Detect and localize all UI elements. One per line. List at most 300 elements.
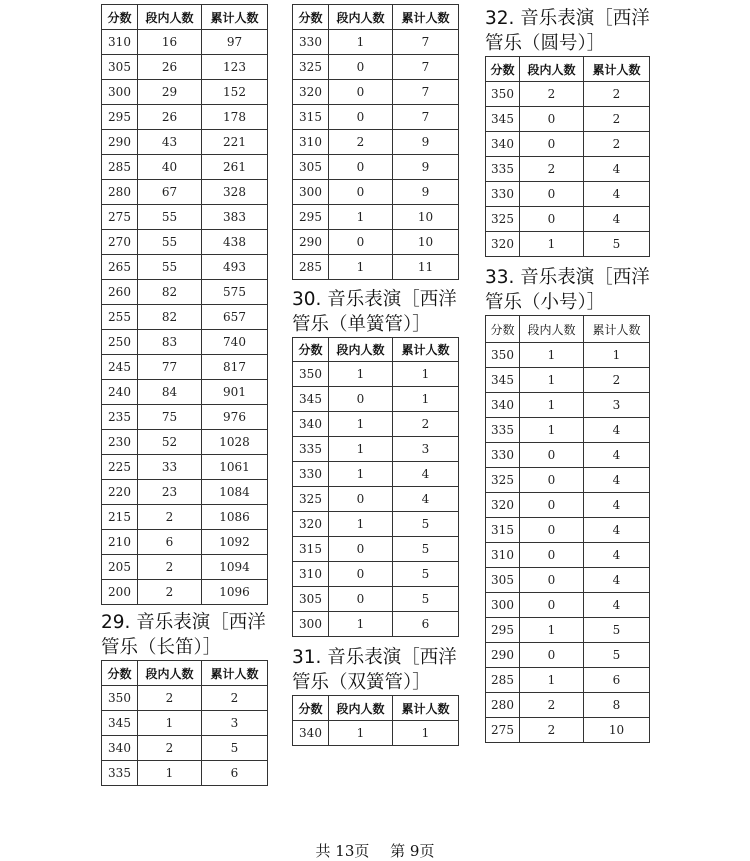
in-band-cell: 23 bbox=[138, 480, 202, 505]
section-33-title-line1: 33. 音乐表演［西洋 bbox=[485, 267, 650, 288]
cumulative-cell: 7 bbox=[393, 55, 459, 80]
score-cell: 245 bbox=[102, 355, 138, 380]
cumulative-cell: 4 bbox=[584, 593, 650, 618]
cumulative-cell: 9 bbox=[393, 130, 459, 155]
cumulative-cell: 5 bbox=[393, 587, 459, 612]
in-band-cell: 1 bbox=[329, 437, 393, 462]
in-band-cell: 52 bbox=[138, 430, 202, 455]
cumulative-cell: 4 bbox=[584, 543, 650, 568]
in-band-cell: 2 bbox=[138, 580, 202, 605]
cumulative-cell: 493 bbox=[202, 255, 268, 280]
header-cumulative: 累计人数 bbox=[393, 338, 459, 362]
score-cell: 300 bbox=[102, 80, 138, 105]
table-row bbox=[293, 612, 459, 637]
in-band-cell: 0 bbox=[520, 518, 584, 543]
table-row bbox=[102, 105, 268, 130]
table-row bbox=[293, 130, 459, 155]
in-band-cell: 0 bbox=[520, 593, 584, 618]
score-cell: 345 bbox=[486, 107, 520, 132]
table-row bbox=[293, 537, 459, 562]
cumulative-cell: 2 bbox=[584, 132, 650, 157]
score-cell: 290 bbox=[486, 643, 520, 668]
in-band-cell: 1 bbox=[329, 721, 393, 746]
table-row bbox=[102, 255, 268, 280]
score-cell: 315 bbox=[486, 518, 520, 543]
table-row bbox=[486, 643, 650, 668]
header-cumulative: 累计人数 bbox=[202, 5, 268, 30]
table-row bbox=[486, 182, 650, 207]
cumulative-cell: 6 bbox=[584, 668, 650, 693]
table-col1 bbox=[101, 4, 268, 605]
score-cell: 330 bbox=[486, 182, 520, 207]
cumulative-cell: 7 bbox=[393, 30, 459, 55]
score-cell: 310 bbox=[486, 543, 520, 568]
score-cell: 300 bbox=[293, 612, 329, 637]
table-sec29 bbox=[101, 660, 268, 786]
table-sec30 bbox=[292, 337, 459, 637]
score-cell: 325 bbox=[486, 468, 520, 493]
section-31-title-line2: 管乐（双簧管）］ bbox=[292, 672, 431, 693]
in-band-cell: 1 bbox=[520, 343, 584, 368]
score-cell: 300 bbox=[486, 593, 520, 618]
table-row bbox=[102, 180, 268, 205]
header-score: 分数 bbox=[102, 661, 138, 686]
cumulative-cell: 383 bbox=[202, 205, 268, 230]
score-cell: 325 bbox=[486, 207, 520, 232]
header-in-band: 段内人数 bbox=[520, 57, 584, 82]
score-cell: 290 bbox=[102, 130, 138, 155]
score-cell: 340 bbox=[293, 412, 329, 437]
score-cell: 305 bbox=[293, 587, 329, 612]
cumulative-cell: 1 bbox=[584, 343, 650, 368]
table-sec32 bbox=[485, 56, 650, 257]
in-band-cell: 1 bbox=[520, 418, 584, 443]
table-row bbox=[486, 207, 650, 232]
table-row bbox=[293, 80, 459, 105]
in-band-cell: 0 bbox=[329, 230, 393, 255]
section-29-title-line1: 29. 音乐表演［西洋 bbox=[101, 612, 266, 633]
in-band-cell: 0 bbox=[520, 543, 584, 568]
table-row bbox=[293, 462, 459, 487]
score-cell: 280 bbox=[102, 180, 138, 205]
column-1 bbox=[101, 4, 268, 786]
table-row bbox=[102, 761, 268, 786]
header-cumulative: 累计人数 bbox=[584, 316, 650, 343]
table-row bbox=[486, 493, 650, 518]
score-cell: 295 bbox=[293, 205, 329, 230]
header-cumulative: 累计人数 bbox=[584, 57, 650, 82]
table-row bbox=[293, 230, 459, 255]
cumulative-cell: 3 bbox=[202, 711, 268, 736]
score-cell: 320 bbox=[486, 493, 520, 518]
in-band-cell: 40 bbox=[138, 155, 202, 180]
table-row bbox=[102, 55, 268, 80]
in-band-cell: 0 bbox=[520, 468, 584, 493]
cumulative-cell: 1 bbox=[393, 387, 459, 412]
score-cell: 320 bbox=[293, 80, 329, 105]
in-band-cell: 0 bbox=[329, 562, 393, 587]
score-cell: 230 bbox=[102, 430, 138, 455]
cumulative-cell: 1 bbox=[393, 721, 459, 746]
table-row bbox=[102, 430, 268, 455]
in-band-cell: 2 bbox=[520, 693, 584, 718]
in-band-cell: 2 bbox=[138, 736, 202, 761]
score-cell: 270 bbox=[102, 230, 138, 255]
cumulative-cell: 9 bbox=[393, 180, 459, 205]
in-band-cell: 0 bbox=[329, 180, 393, 205]
score-cell: 275 bbox=[102, 205, 138, 230]
header-cumulative: 累计人数 bbox=[202, 661, 268, 686]
score-cell: 345 bbox=[293, 387, 329, 412]
table-row bbox=[102, 280, 268, 305]
in-band-cell: 55 bbox=[138, 205, 202, 230]
score-cell: 325 bbox=[293, 55, 329, 80]
in-band-cell: 1 bbox=[138, 761, 202, 786]
header-score: 分数 bbox=[486, 316, 520, 343]
table-row bbox=[293, 180, 459, 205]
in-band-cell: 0 bbox=[329, 537, 393, 562]
table-row bbox=[102, 480, 268, 505]
in-band-cell: 75 bbox=[138, 405, 202, 430]
cumulative-cell: 4 bbox=[584, 493, 650, 518]
header-in-band: 段内人数 bbox=[138, 5, 202, 30]
table-row bbox=[486, 543, 650, 568]
table-row bbox=[102, 155, 268, 180]
score-cell: 240 bbox=[102, 380, 138, 405]
table-sec31 bbox=[292, 695, 459, 746]
cumulative-cell: 2 bbox=[584, 82, 650, 107]
score-cell: 330 bbox=[486, 443, 520, 468]
header-score: 分数 bbox=[293, 696, 329, 721]
table-row bbox=[486, 82, 650, 107]
in-band-cell: 0 bbox=[520, 107, 584, 132]
cumulative-cell: 10 bbox=[393, 230, 459, 255]
table-row bbox=[102, 686, 268, 711]
score-cell: 310 bbox=[293, 130, 329, 155]
cumulative-cell: 4 bbox=[584, 418, 650, 443]
in-band-cell: 1 bbox=[520, 232, 584, 257]
in-band-cell: 1 bbox=[329, 412, 393, 437]
in-band-cell: 16 bbox=[138, 30, 202, 55]
table-row bbox=[102, 580, 268, 605]
in-band-cell: 0 bbox=[520, 182, 584, 207]
in-band-cell: 1 bbox=[329, 362, 393, 387]
table-row bbox=[293, 30, 459, 55]
header-in-band: 段内人数 bbox=[329, 5, 393, 30]
in-band-cell: 55 bbox=[138, 230, 202, 255]
table-row bbox=[102, 205, 268, 230]
table-row bbox=[486, 343, 650, 368]
table-row bbox=[293, 155, 459, 180]
cumulative-cell: 4 bbox=[393, 462, 459, 487]
in-band-cell: 67 bbox=[138, 180, 202, 205]
cumulative-cell: 8 bbox=[584, 693, 650, 718]
cumulative-cell: 152 bbox=[202, 80, 268, 105]
cumulative-cell: 5 bbox=[393, 512, 459, 537]
in-band-cell: 0 bbox=[329, 487, 393, 512]
column-2 bbox=[292, 4, 459, 746]
cumulative-cell: 97 bbox=[202, 30, 268, 55]
score-cell: 260 bbox=[102, 280, 138, 305]
cumulative-cell: 1 bbox=[393, 362, 459, 387]
table-row bbox=[486, 232, 650, 257]
score-cell: 220 bbox=[102, 480, 138, 505]
table-row bbox=[293, 362, 459, 387]
cumulative-cell: 4 bbox=[584, 443, 650, 468]
in-band-cell: 1 bbox=[329, 512, 393, 537]
in-band-cell: 0 bbox=[329, 105, 393, 130]
cumulative-cell: 2 bbox=[584, 368, 650, 393]
current-page: 第 9页 bbox=[390, 842, 435, 860]
score-cell: 255 bbox=[102, 305, 138, 330]
cumulative-cell: 123 bbox=[202, 55, 268, 80]
cumulative-cell: 4 bbox=[584, 207, 650, 232]
table-row bbox=[293, 412, 459, 437]
score-cell: 285 bbox=[293, 255, 329, 280]
in-band-cell: 82 bbox=[138, 280, 202, 305]
cumulative-cell: 7 bbox=[393, 105, 459, 130]
in-band-cell: 2 bbox=[520, 82, 584, 107]
in-band-cell: 1 bbox=[329, 255, 393, 280]
score-cell: 225 bbox=[102, 455, 138, 480]
in-band-cell: 0 bbox=[329, 155, 393, 180]
header-score: 分数 bbox=[293, 5, 329, 30]
score-cell: 210 bbox=[102, 530, 138, 555]
in-band-cell: 2 bbox=[520, 157, 584, 182]
cumulative-cell: 1028 bbox=[202, 430, 268, 455]
table-row bbox=[486, 132, 650, 157]
cumulative-cell: 3 bbox=[584, 393, 650, 418]
header-score: 分数 bbox=[486, 57, 520, 82]
score-cell: 315 bbox=[293, 537, 329, 562]
cumulative-cell: 4 bbox=[584, 518, 650, 543]
in-band-cell: 1 bbox=[138, 711, 202, 736]
in-band-cell: 0 bbox=[329, 387, 393, 412]
cumulative-cell: 901 bbox=[202, 380, 268, 405]
in-band-cell: 1 bbox=[520, 668, 584, 693]
cumulative-cell: 740 bbox=[202, 330, 268, 355]
table-row bbox=[486, 593, 650, 618]
table-row bbox=[486, 693, 650, 718]
table-col2 bbox=[292, 4, 459, 280]
score-cell: 340 bbox=[293, 721, 329, 746]
table-row bbox=[293, 512, 459, 537]
cumulative-cell: 5 bbox=[393, 537, 459, 562]
section-33-title-line2: 管乐（小号）］ bbox=[485, 292, 606, 313]
cumulative-cell: 5 bbox=[584, 618, 650, 643]
cumulative-cell: 9 bbox=[393, 155, 459, 180]
in-band-cell: 33 bbox=[138, 455, 202, 480]
header-in-band: 段内人数 bbox=[138, 661, 202, 686]
score-cell: 335 bbox=[486, 157, 520, 182]
section-32-title-line1: 32. 音乐表演［西洋 bbox=[485, 8, 650, 29]
cumulative-cell: 4 bbox=[584, 157, 650, 182]
score-cell: 295 bbox=[102, 105, 138, 130]
in-band-cell: 6 bbox=[138, 530, 202, 555]
header-cumulative: 累计人数 bbox=[393, 5, 459, 30]
score-cell: 325 bbox=[293, 487, 329, 512]
cumulative-cell: 1092 bbox=[202, 530, 268, 555]
in-band-cell: 29 bbox=[138, 80, 202, 105]
section-32-title-line2: 管乐（圆号）］ bbox=[485, 33, 606, 54]
score-cell: 285 bbox=[102, 155, 138, 180]
table-row bbox=[102, 711, 268, 736]
table-row bbox=[293, 437, 459, 462]
in-band-cell: 26 bbox=[138, 105, 202, 130]
in-band-cell: 77 bbox=[138, 355, 202, 380]
in-band-cell: 1 bbox=[329, 462, 393, 487]
score-cell: 335 bbox=[293, 437, 329, 462]
in-band-cell: 0 bbox=[520, 207, 584, 232]
table-row bbox=[102, 80, 268, 105]
cumulative-cell: 1061 bbox=[202, 455, 268, 480]
cumulative-cell: 1096 bbox=[202, 580, 268, 605]
score-cell: 345 bbox=[486, 368, 520, 393]
score-cell: 200 bbox=[102, 580, 138, 605]
score-cell: 340 bbox=[486, 393, 520, 418]
cumulative-cell: 7 bbox=[393, 80, 459, 105]
cumulative-cell: 10 bbox=[393, 205, 459, 230]
table-row bbox=[293, 487, 459, 512]
cumulative-cell: 2 bbox=[202, 686, 268, 711]
score-cell: 305 bbox=[486, 568, 520, 593]
cumulative-cell: 2 bbox=[584, 107, 650, 132]
in-band-cell: 0 bbox=[520, 443, 584, 468]
in-band-cell: 0 bbox=[520, 643, 584, 668]
cumulative-cell: 817 bbox=[202, 355, 268, 380]
table-row bbox=[486, 157, 650, 182]
header-score: 分数 bbox=[102, 5, 138, 30]
cumulative-cell: 178 bbox=[202, 105, 268, 130]
score-cell: 335 bbox=[486, 418, 520, 443]
cumulative-cell: 3 bbox=[393, 437, 459, 462]
table-row bbox=[486, 668, 650, 693]
table-row bbox=[486, 418, 650, 443]
section-30-title-line1: 30. 音乐表演［西洋 bbox=[292, 289, 457, 310]
score-cell: 330 bbox=[293, 462, 329, 487]
table-row bbox=[102, 736, 268, 761]
score-cell: 320 bbox=[293, 512, 329, 537]
table-row bbox=[486, 443, 650, 468]
cumulative-cell: 657 bbox=[202, 305, 268, 330]
in-band-cell: 0 bbox=[520, 568, 584, 593]
cumulative-cell: 4 bbox=[584, 468, 650, 493]
score-cell: 350 bbox=[486, 82, 520, 107]
in-band-cell: 1 bbox=[520, 368, 584, 393]
table-row bbox=[102, 305, 268, 330]
table-row bbox=[486, 393, 650, 418]
score-cell: 305 bbox=[102, 55, 138, 80]
in-band-cell: 1 bbox=[520, 618, 584, 643]
cumulative-cell: 4 bbox=[584, 182, 650, 207]
cumulative-cell: 6 bbox=[393, 612, 459, 637]
score-cell: 305 bbox=[293, 155, 329, 180]
table-row bbox=[486, 368, 650, 393]
cumulative-cell: 5 bbox=[393, 562, 459, 587]
header-score: 分数 bbox=[293, 338, 329, 362]
cumulative-cell: 976 bbox=[202, 405, 268, 430]
table-row bbox=[102, 130, 268, 155]
cumulative-cell: 1094 bbox=[202, 555, 268, 580]
table-row bbox=[293, 255, 459, 280]
in-band-cell: 2 bbox=[138, 505, 202, 530]
cumulative-cell: 2 bbox=[393, 412, 459, 437]
table-row bbox=[102, 555, 268, 580]
score-cell: 330 bbox=[293, 30, 329, 55]
in-band-cell: 1 bbox=[329, 612, 393, 637]
cumulative-cell: 5 bbox=[584, 643, 650, 668]
score-cell: 310 bbox=[102, 30, 138, 55]
section-31-title-line1: 31. 音乐表演［西洋 bbox=[292, 647, 457, 668]
in-band-cell: 0 bbox=[520, 132, 584, 157]
table-row bbox=[293, 721, 459, 746]
in-band-cell: 0 bbox=[329, 55, 393, 80]
table-row bbox=[486, 518, 650, 543]
in-band-cell: 0 bbox=[329, 80, 393, 105]
score-cell: 250 bbox=[102, 330, 138, 355]
cumulative-cell: 1086 bbox=[202, 505, 268, 530]
score-cell: 295 bbox=[486, 618, 520, 643]
score-cell: 215 bbox=[102, 505, 138, 530]
cumulative-cell: 328 bbox=[202, 180, 268, 205]
table-row bbox=[293, 105, 459, 130]
in-band-cell: 1 bbox=[329, 30, 393, 55]
table-row bbox=[293, 387, 459, 412]
table-row bbox=[102, 355, 268, 380]
score-cell: 315 bbox=[293, 105, 329, 130]
in-band-cell: 82 bbox=[138, 305, 202, 330]
score-cell: 340 bbox=[102, 736, 138, 761]
cumulative-cell: 438 bbox=[202, 230, 268, 255]
table-row bbox=[102, 455, 268, 480]
in-band-cell: 55 bbox=[138, 255, 202, 280]
table-row bbox=[102, 530, 268, 555]
section-29-title-line2: 管乐（长笛）］ bbox=[101, 637, 222, 658]
column-3 bbox=[485, 6, 650, 743]
score-cell: 350 bbox=[293, 362, 329, 387]
in-band-cell: 1 bbox=[329, 205, 393, 230]
in-band-cell: 43 bbox=[138, 130, 202, 155]
table-row bbox=[486, 568, 650, 593]
in-band-cell: 84 bbox=[138, 380, 202, 405]
in-band-cell: 2 bbox=[138, 686, 202, 711]
page-footer bbox=[0, 840, 750, 861]
table-row bbox=[486, 468, 650, 493]
score-cell: 280 bbox=[486, 693, 520, 718]
table-row bbox=[293, 55, 459, 80]
score-cell: 290 bbox=[293, 230, 329, 255]
table-row bbox=[102, 30, 268, 55]
score-cell: 310 bbox=[293, 562, 329, 587]
cumulative-cell: 6 bbox=[202, 761, 268, 786]
table-row bbox=[102, 230, 268, 255]
total-pages: 共 13页 bbox=[315, 842, 370, 860]
table-row bbox=[102, 330, 268, 355]
section-30-title-line2: 管乐（单簧管）］ bbox=[292, 314, 431, 335]
in-band-cell: 83 bbox=[138, 330, 202, 355]
table-row bbox=[293, 205, 459, 230]
cumulative-cell: 11 bbox=[393, 255, 459, 280]
in-band-cell: 26 bbox=[138, 55, 202, 80]
score-cell: 300 bbox=[293, 180, 329, 205]
table-row bbox=[102, 380, 268, 405]
cumulative-cell: 10 bbox=[584, 718, 650, 743]
table-sec33 bbox=[485, 315, 650, 743]
score-cell: 205 bbox=[102, 555, 138, 580]
cumulative-cell: 5 bbox=[584, 232, 650, 257]
score-cell: 275 bbox=[486, 718, 520, 743]
cumulative-cell: 1084 bbox=[202, 480, 268, 505]
